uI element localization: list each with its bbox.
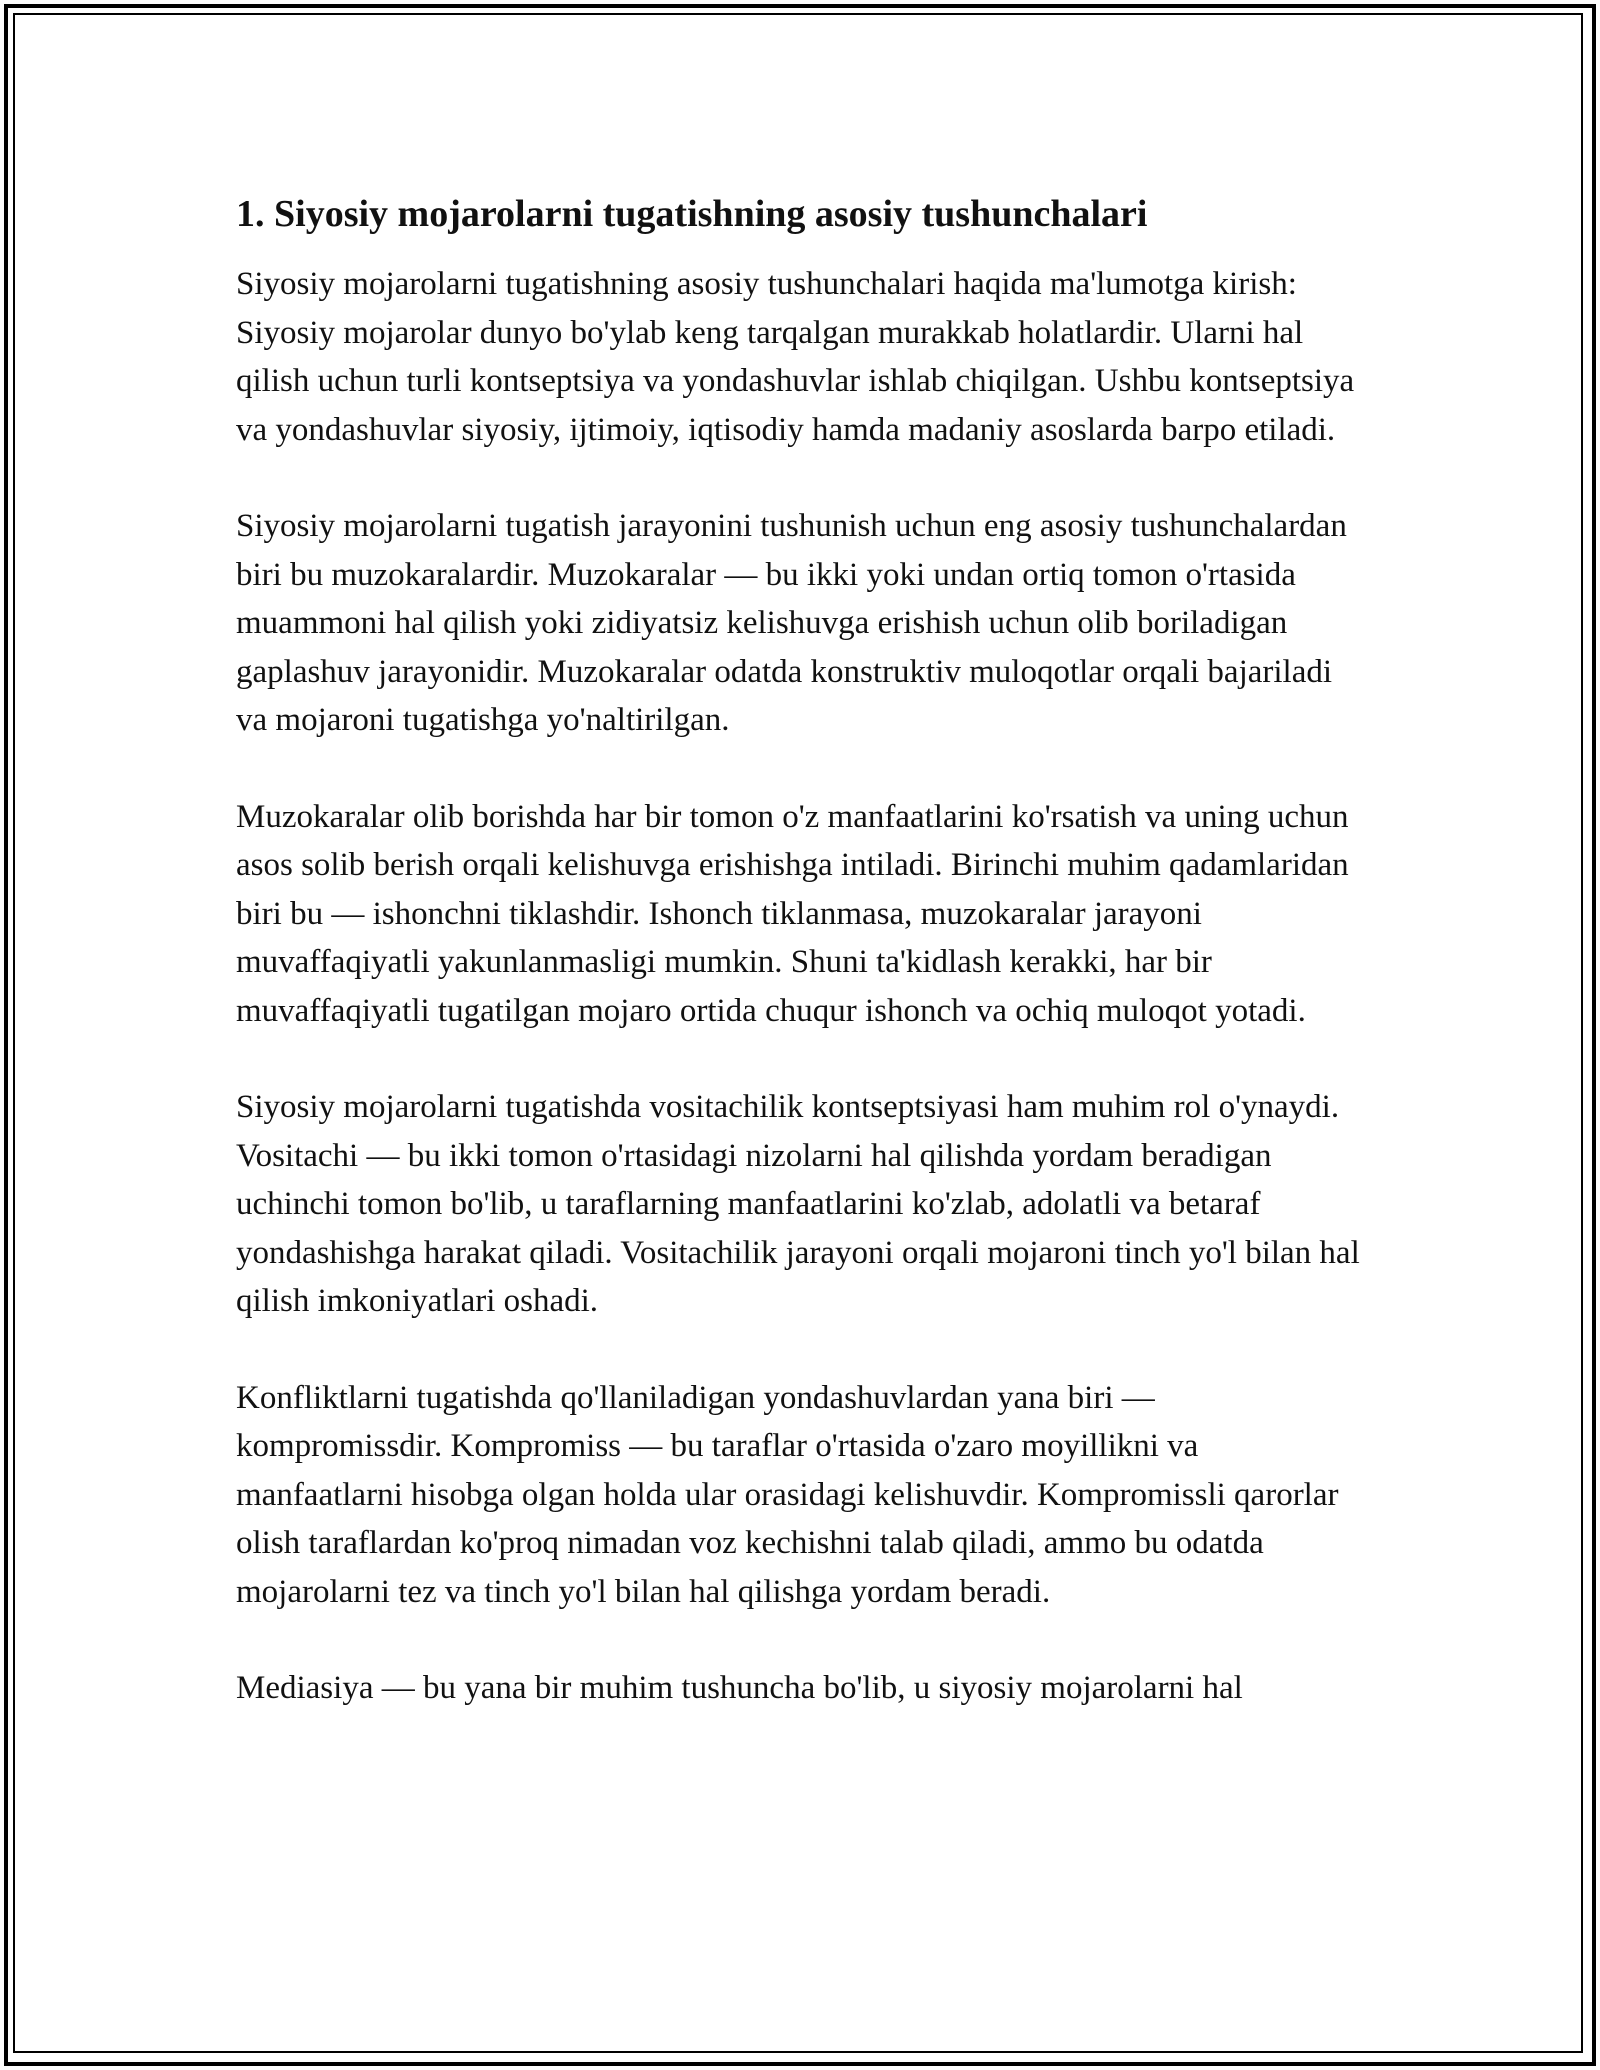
paragraph-intro: Siyosiy mojarolarni tugatishning asosiy tushunchalari haqida ma'lumotga kirish: Siyosiy mojarolar dunyo bo'ylab keng tarqalgan murakkab holatlardir. Ularni hal qilish uchun turli kontseptsiya va yondashuvlar ishlab chiqilgan. Ushbu kontseptsiya va yondashuvlar siyosiy, ijtimoiy, iqtisodiy hamda madaniy asoslarda barpo etiladi. [236, 266, 1355, 448]
paragraph-compromise: Konfliktlarni tugatishda qo'llaniladigan yondashuvlardan yana biri — kompromissdir. Kompromiss — bu taraflar o'rtasida o'zaro moyillikni va manfaatlarni hisobga olgan holda ular orasidagi kelishuvdir. Kompromissli qarorlar olish taraflardan ko'proq nimadan voz kechishni talab qiladi, ammo bu odatda mojarolarni tez va tinch yo'l bilan hal qilishga yordam beradi. [236, 1379, 1339, 1610]
paragraph-negotiations: Siyosiy mojarolarni tugatish jarayonini tushunish uchun eng asosiy tushunchalardan biri bu muzokaralardir. Muzokaralar — bu ikki yoki undan ortiq tomon o'rtasida muammoni hal qilish yoki zidiyatsiz kelishuvga erishish uchun olib boriladigan gaplashuv jarayonidir. Muzokaralar odatda konstruktiv muloqotlar orqali bajariladi va mojaroni tugatishga yo'naltirilgan. [236, 508, 1347, 738]
section-heading: 1. Siyosiy mojarolarni tugatishning asosiy tushunchalari [236, 193, 1148, 235]
paragraph-mediasiya: Mediasiya — bu yana bir muhim tushuncha bo'lib, u siyosiy mojarolarni hal [236, 1670, 1243, 1706]
paragraph-mediation-role: Siyosiy mojarolarni tugatishda vositachilik kontseptsiyasi ham muhim rol o'ynaydi. Vositachi — bu ikki tomon o'rtasidagi nizolarni hal qilishda yordam beradigan uchinchi tomon bo'lib, u taraflarning manfaatlarini ko'zlab, adolatli va betaraf yondashishga harakat qiladi. Vositachilik jarayoni orqali mojaroni tinch yo'l bilan hal qilish imkoniyatlari oshadi. [236, 1089, 1360, 1319]
document-page [236, 190, 1366, 1761]
paragraph-trust: Muzokaralar olib borishda har bir tomon o'z manfaatlarini ko'rsatish va uning uchun asos solib berish orqali kelishuvga erishishga intiladi. Birinchi muhim qadamlaridan biri bu — ishonchni tiklashdir. Ishonch tiklanmasa, muzokaralar jarayoni muvaffaqiyatli yakunlanmasligi mumkin. Shuni ta'kidlash kerakki, har bir muvaffaqiyatli tugatilgan mojaro ortida chuqur ishonch va ochiq muloqot yotadi. [236, 798, 1349, 1029]
